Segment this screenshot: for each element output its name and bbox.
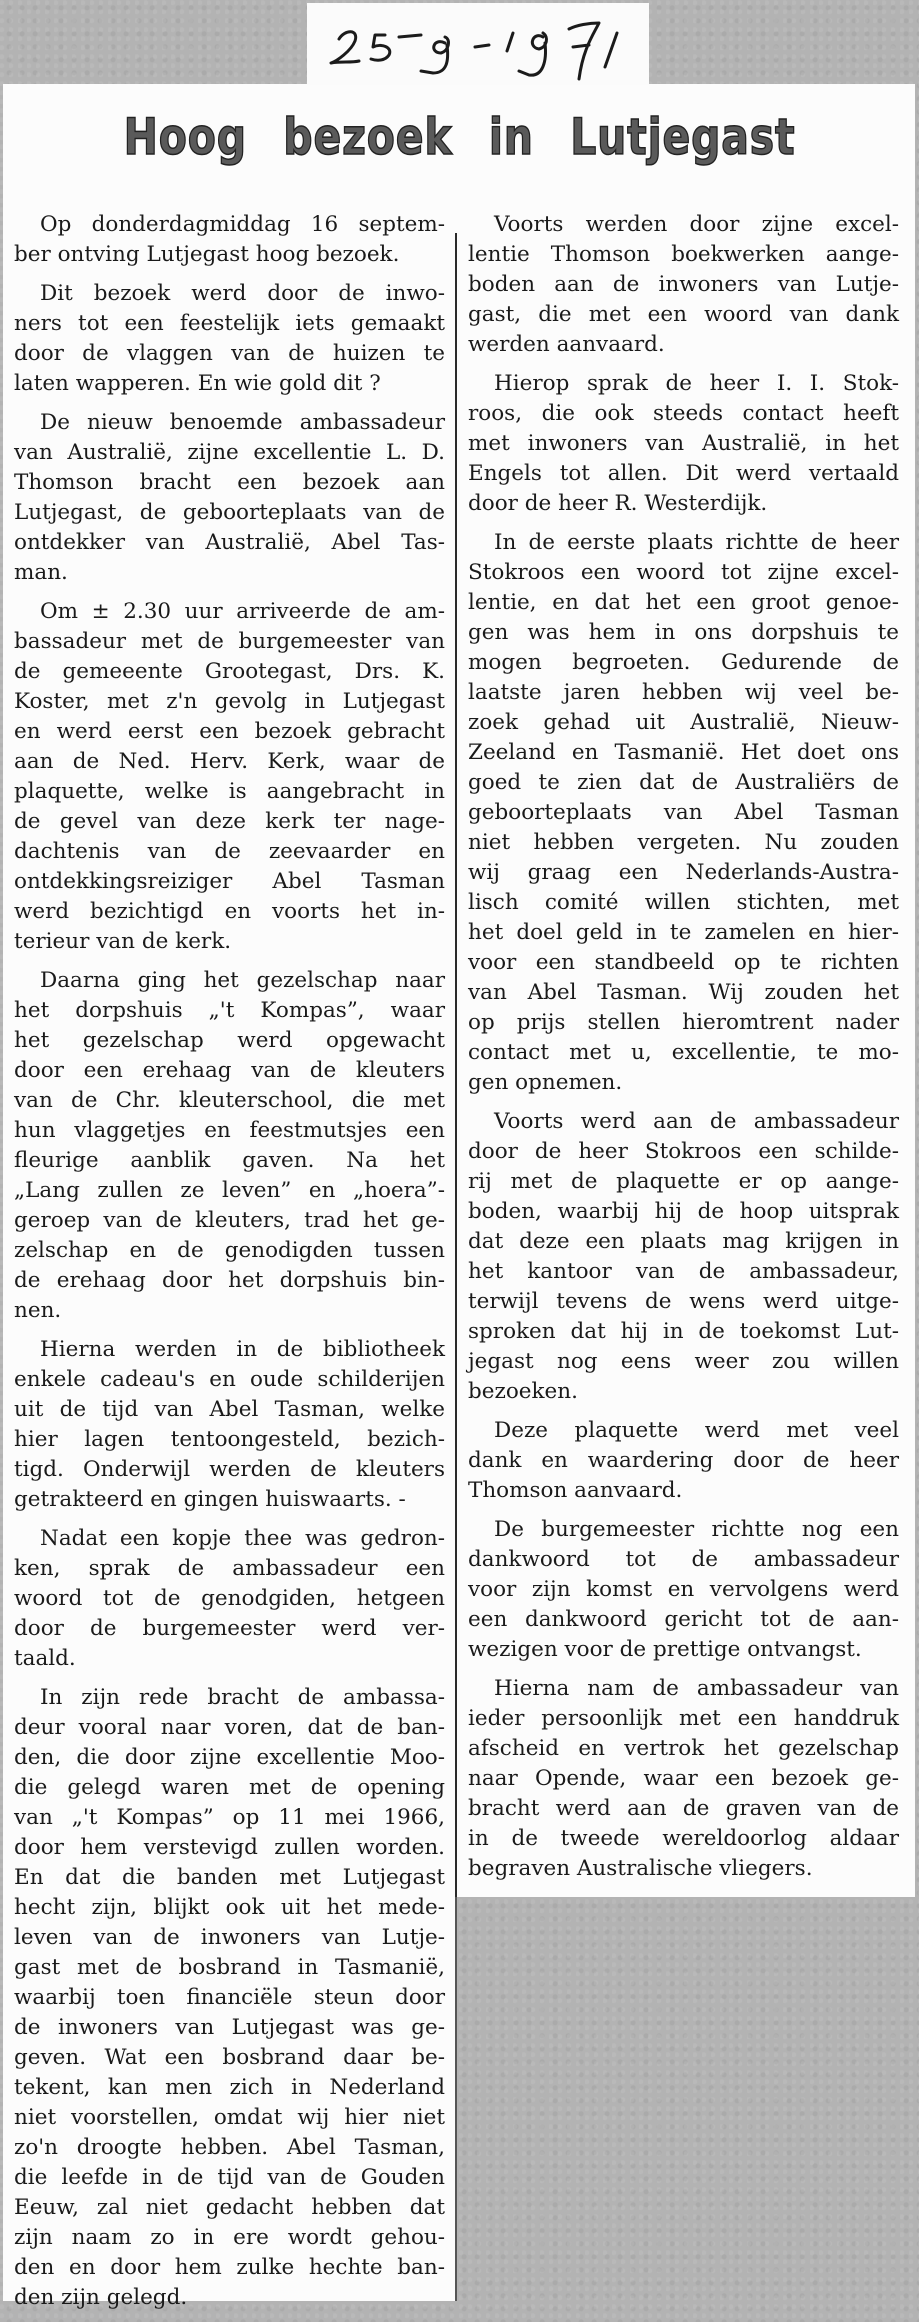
article-line: het kantoor van de ambassadeur, bbox=[468, 1259, 899, 1284]
article-column-right bbox=[468, 210, 899, 1893]
article-line: wij graag een Nederlands-Austra- bbox=[468, 860, 899, 885]
article-line: niet hebben vergeten. Nu zouden bbox=[468, 830, 899, 855]
article-line: Voorts werd aan de ambassadeur bbox=[494, 1109, 899, 1134]
article-line: ieder persoonlijk met een handdruk bbox=[468, 1706, 899, 1731]
article-paragraph bbox=[468, 528, 899, 1098]
article-line: den zijn gelegd. bbox=[14, 2285, 188, 2310]
article-line: het dorpshuis „'t Kompas”, waar bbox=[14, 998, 445, 1023]
article-line: tigd. Onderwijl werden de kleuters bbox=[14, 1457, 445, 1482]
article-line: Hierop sprak de heer I. I. Stok- bbox=[494, 371, 899, 396]
article-line: In de eerste plaats richtte de heer bbox=[494, 530, 899, 555]
article-line: in de tweede wereldoorlog aldaar bbox=[468, 1826, 899, 1851]
article-line: De burgemeester richtte nog een bbox=[494, 1517, 899, 1542]
article-line: taald. bbox=[14, 1646, 76, 1671]
article-line: niet voorstellen, omdat wij hier niet bbox=[14, 2105, 445, 2130]
article-line: lentie, en dat het een groot genoe- bbox=[468, 590, 899, 615]
article-line: lisch comité willen stichten, met bbox=[468, 890, 899, 915]
article-line: boden, waarbij hij de hoop uitsprak bbox=[468, 1199, 899, 1224]
article-line: nen. bbox=[14, 1298, 62, 1323]
article-line: ontdekkingsreiziger Abel Tasman bbox=[14, 869, 445, 894]
article-line: Zeeland en Tasmanië. Het doet ons bbox=[468, 740, 899, 765]
article-line: goed te zien dat de Australiërs de bbox=[468, 770, 899, 795]
column-divider bbox=[455, 233, 457, 1897]
article-line: van Abel Tasman. Wij zouden het bbox=[468, 980, 899, 1005]
article-paragraph bbox=[468, 1515, 899, 1665]
article-line: lentie Thomson boekwerken aange- bbox=[468, 242, 899, 267]
article-line: hecht zijn, blijkt ook uit het mede- bbox=[14, 1895, 445, 1920]
article-paragraph bbox=[14, 966, 445, 1326]
article-line: Om ± 2.30 uur arriveerde de am- bbox=[40, 599, 445, 624]
article-line: dankwoord tot de ambassadeur bbox=[468, 1547, 899, 1572]
article-line: voor een standbeeld op te richten bbox=[468, 950, 899, 975]
article-line: jegast nog eens weer zou willen bbox=[468, 1349, 899, 1374]
article-line: Stokroos een woord tot zijne excel- bbox=[468, 560, 899, 585]
article-line: enkele cadeau's en oude schilderijen bbox=[14, 1367, 445, 1392]
article-line: gen was hem in ons dorpshuis te bbox=[468, 620, 899, 645]
article-line: ber ontving Lutjegast hoog bezoek. bbox=[14, 242, 400, 267]
article-line: dachtenis van de zeevaarder en bbox=[14, 839, 445, 864]
article-line: voor zijn komst en vervolgens werd bbox=[468, 1577, 899, 1602]
article-line: laten wapperen. En wie gold dit ? bbox=[14, 371, 381, 396]
article-line: met inwoners van Australië, in het bbox=[468, 431, 899, 456]
article-line: plaquette, welke is aangebracht in bbox=[14, 779, 445, 804]
article-paragraph bbox=[14, 210, 445, 270]
article-line: Lutjegast, de geboorteplaats van de bbox=[14, 500, 445, 525]
article-line: tekent, kan men zich in Nederland bbox=[14, 2075, 445, 2100]
article-line: Koster, met z'n gevolg in Lutjegast bbox=[14, 689, 445, 714]
article-line: zelschap en de genodigden tussen bbox=[14, 1238, 445, 1263]
handwritten-date-label bbox=[307, 3, 649, 85]
article-line: uit de tijd van Abel Tasman, welke bbox=[14, 1397, 445, 1422]
article-line: terwijl tevens de wens werd uitge- bbox=[468, 1289, 899, 1314]
article-line: de erehaag door het dorpshuis bin- bbox=[14, 1268, 445, 1293]
handwritten-date-drawing bbox=[307, 3, 649, 85]
article-line: een dankwoord gericht tot de aan- bbox=[468, 1607, 899, 1632]
article-line: contact met u, excellentie, te mo- bbox=[468, 1040, 899, 1065]
article-paragraph bbox=[14, 1335, 445, 1515]
article-line: ontdekker van Australië, Abel Tas- bbox=[14, 530, 445, 555]
article-paragraph bbox=[14, 597, 445, 957]
article-line: zijn naam zo in ere wordt gehou- bbox=[14, 2225, 445, 2250]
article-line: woord tot de genodgiden, hetgeen bbox=[14, 1586, 445, 1611]
article-line: gen opnemen. bbox=[468, 1070, 623, 1095]
article-line: mogen begroeten. Gedurende de bbox=[468, 650, 899, 675]
article-line: werden aanvaard. bbox=[468, 332, 665, 357]
article-line: den en door hem zulke hechte ban- bbox=[14, 2255, 445, 2280]
article-paragraph bbox=[14, 1524, 445, 1674]
article-line: door de burgemeester werd ver- bbox=[14, 1616, 445, 1641]
article-line: deur vooral naar voren, dat de ban- bbox=[14, 1715, 445, 1740]
article-line: Hierna werden in de bibliotheek bbox=[40, 1337, 445, 1362]
article-line: Dit bezoek werd door de inwo- bbox=[40, 281, 445, 306]
article-line: door de vlaggen van de huizen te bbox=[14, 341, 445, 366]
article-line: begraven Australische vliegers. bbox=[468, 1856, 813, 1881]
article-line: Engels tot allen. Dit werd vertaald bbox=[468, 461, 899, 486]
article-paragraph bbox=[468, 210, 899, 360]
article-line: gast met de bosbrand in Tasmanië, bbox=[14, 1955, 445, 1980]
article-line: bezoeken. bbox=[468, 1379, 578, 1404]
article-line: zo'n droogte hebben. Abel Tasman, bbox=[14, 2135, 445, 2160]
article-paragraph bbox=[468, 1107, 899, 1407]
article-column-left bbox=[14, 210, 445, 2322]
article-paragraph bbox=[14, 279, 445, 399]
article-line: sproken dat hij in de toekomst Lut- bbox=[468, 1319, 899, 1344]
article-line: van de Chr. kleuterschool, die met bbox=[14, 1088, 445, 1113]
article-line: aan de Ned. Herv. Kerk, waar de bbox=[14, 749, 445, 774]
article-paragraph bbox=[468, 369, 899, 519]
article-line: Op donderdagmiddag 16 septem- bbox=[40, 212, 445, 237]
article-line: wezigen voor de prettige ontvangst. bbox=[468, 1637, 862, 1662]
article-line: Thomson aanvaard. bbox=[468, 1478, 683, 1503]
article-line: En dat die banden met Lutjegast bbox=[14, 1865, 445, 1890]
article-line: die leefde in de tijd van de Gouden bbox=[14, 2165, 445, 2190]
article-paragraph bbox=[14, 408, 445, 588]
article-line: leven van de inwoners van Lutje- bbox=[14, 1925, 445, 1950]
article-line: door de heer R. Westerdijk. bbox=[468, 491, 768, 516]
article-line: roos, die ook steeds contact heeft bbox=[468, 401, 899, 426]
article-line: die gelegd waren met de opening bbox=[14, 1775, 445, 1800]
article-paragraph bbox=[14, 1683, 445, 2313]
article-line: het gezelschap werd opgewacht bbox=[14, 1028, 445, 1053]
article-line: Deze plaquette werd met veel bbox=[494, 1418, 899, 1443]
article-line: Eeuw, zal niet gedacht hebben dat bbox=[14, 2195, 445, 2220]
article-headline: Hoog bezoek in Lutjegast bbox=[123, 108, 796, 166]
article-line: In zijn rede bracht de ambassa- bbox=[40, 1685, 445, 1710]
article-paragraph bbox=[468, 1674, 899, 1884]
article-line: het doel geld in te zamelen en hier- bbox=[468, 920, 899, 945]
article-line: dat deze een plaats mag krijgen in bbox=[468, 1229, 899, 1254]
article-line: werd bezichtigd en voorts het in- bbox=[14, 899, 445, 924]
article-line: geboorteplaats van Abel Tasman bbox=[468, 800, 899, 825]
article-line: getrakteerd en gingen huiswaarts. - bbox=[14, 1487, 406, 1512]
article-line: rij met de plaquette er op aange- bbox=[468, 1169, 899, 1194]
article-line: gast, die met een woord van dank bbox=[468, 302, 899, 327]
article-line: de gevel van deze kerk ter nage- bbox=[14, 809, 445, 834]
article-line: geroep van de kleuters, trad het ge- bbox=[14, 1208, 445, 1233]
article-line: de gemeeente Grootegast, Drs. K. bbox=[14, 659, 445, 684]
article-line: ken, sprak de ambassadeur een bbox=[14, 1556, 445, 1581]
article-line: bassadeur met de burgemeester van bbox=[14, 629, 445, 654]
article-line: Voorts werden door zijne excel- bbox=[494, 212, 899, 237]
article-line: boden aan de inwoners van Lutje- bbox=[468, 272, 899, 297]
article-line: den, die door zijne excellentie Moo- bbox=[14, 1745, 445, 1770]
article-line: geven. Wat een bosbrand daar be- bbox=[14, 2045, 445, 2070]
article-line: fleurige aanblik gaven. Na het bbox=[14, 1148, 445, 1173]
article-line: van „'t Kompas” op 11 mei 1966, bbox=[14, 1805, 445, 1830]
article-line: laatste jaren hebben wij veel be- bbox=[468, 680, 899, 705]
article-line: Daarna ging het gezelschap naar bbox=[40, 968, 445, 993]
article-line: Thomson bracht een bezoek aan bbox=[14, 470, 445, 495]
article-line: door hem verstevigd zullen worden. bbox=[14, 1835, 445, 1860]
article-line: dank en waardering door de heer bbox=[468, 1448, 899, 1473]
article-line: en werd eerst een bezoek gebracht bbox=[14, 719, 445, 744]
column-divider-lower bbox=[455, 1897, 457, 2301]
article-line: hun vlaggetjes en feestmutsjes een bbox=[14, 1118, 445, 1143]
article-line: zoek gehad uit Australië, Nieuw- bbox=[468, 710, 899, 735]
article-line: bracht werd aan de graven van de bbox=[468, 1796, 899, 1821]
article-line: Hierna nam de ambassadeur van bbox=[494, 1676, 899, 1701]
article-line: hier lagen tentoongesteld, bezich- bbox=[14, 1427, 445, 1452]
article-line: De nieuw benoemde ambassadeur bbox=[40, 410, 445, 435]
article-line: Nadat een kopje thee was gedron- bbox=[40, 1526, 445, 1551]
article-line: de inwoners van Lutjegast was ge- bbox=[14, 2015, 445, 2040]
article-paragraph bbox=[468, 1416, 899, 1506]
article-line: van Australië, zijne excellentie L. D. bbox=[14, 440, 445, 465]
article-line: „Lang zullen ze leven” en „hoera”- bbox=[14, 1178, 445, 1203]
article-line: terieur van de kerk. bbox=[14, 929, 232, 954]
article-line: ners tot een feestelijk iets gemaakt bbox=[14, 311, 445, 336]
article-line: man. bbox=[14, 560, 68, 585]
article-line: naar Opende, waar een bezoek ge- bbox=[468, 1766, 899, 1791]
article-line: waarbij toen financiële steun door bbox=[14, 1985, 445, 2010]
article-line: op prijs stellen hieromtrent nader bbox=[468, 1010, 899, 1035]
article-line: door een erehaag van de kleuters bbox=[14, 1058, 445, 1083]
article-line: afscheid en vertrok het gezelschap bbox=[468, 1736, 899, 1761]
article-line: door de heer Stokroos een schilde- bbox=[468, 1139, 899, 1164]
